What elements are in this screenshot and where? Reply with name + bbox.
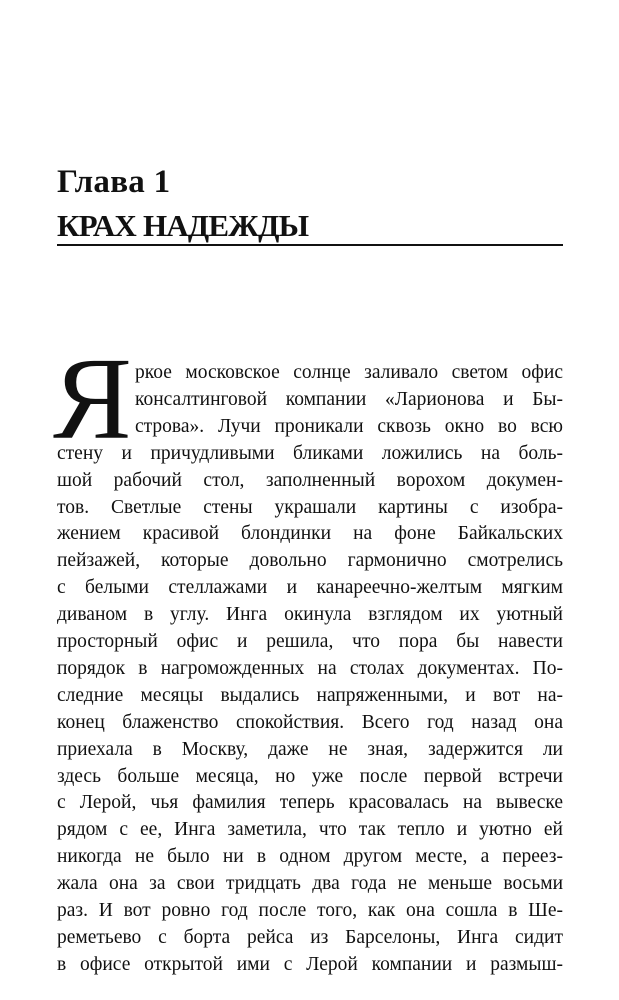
body-line: в офисе открытой ими с Лерой компании и размыш- xyxy=(57,954,563,975)
body-line: пейзажей, которые довольно гармонично смотрелись xyxy=(57,550,563,571)
body-line: с Лерой, чья фамилия теперь красовалась на вывеске xyxy=(57,792,563,813)
body-line: приехала в Москву, даже не зная, задержится ли xyxy=(57,739,563,760)
body-line: ркое московское солнце заливало светом офис xyxy=(135,362,563,383)
body-line: жением красивой блондинки на фоне Байкальских xyxy=(57,523,563,544)
body-line: тов. Светлые стены украшали картины с изобра- xyxy=(57,497,563,518)
body-line: стену и причудливыми бликами ложились на боль- xyxy=(57,443,563,464)
body-line: консалтинговой компании «Ларионова и Бы- xyxy=(135,389,563,410)
title-underline xyxy=(57,244,563,246)
body-line: с белыми стеллажами и канареечно-желтым мягким xyxy=(57,577,563,598)
body-line: строва». Лучи проникали сквозь окно во всю xyxy=(135,416,563,437)
body-line: конец блаженство спокойствия. Всего год назад она xyxy=(57,712,563,733)
body-line: шой рабочий стол, заполненный ворохом докумен- xyxy=(57,470,563,491)
body-line: раз. И вот ровно год после того, как она сошла в Ше- xyxy=(57,900,563,921)
body-line: диваном в углу. Инга окинула взглядом их уютный xyxy=(57,604,563,625)
body-line: порядок в нагроможденных на столах документах. По- xyxy=(57,658,563,679)
body-line: реметьево с борта рейса из Барселоны, Инга сидит xyxy=(57,927,563,948)
drop-cap-letter: Я xyxy=(53,333,132,464)
body-line: жала она за свои тридцать два года не меньше восьми xyxy=(57,873,563,894)
body-line: следние месяцы выдались напряженными, и вот на- xyxy=(57,685,563,706)
body-line: здесь больше месяца, но уже после первой встречи xyxy=(57,766,563,787)
chapter-title: КРАХ НАДЕЖДЫ xyxy=(57,208,309,243)
body-line: рядом с ее, Инга заметила, что так тепло и уютно ей xyxy=(57,819,563,840)
chapter-number: Глава 1 xyxy=(57,164,171,200)
body-line: просторный офис и решила, что пора бы навести xyxy=(57,631,563,652)
body-line: никогда не было ни в одном другом месте, а переез- xyxy=(57,846,563,867)
